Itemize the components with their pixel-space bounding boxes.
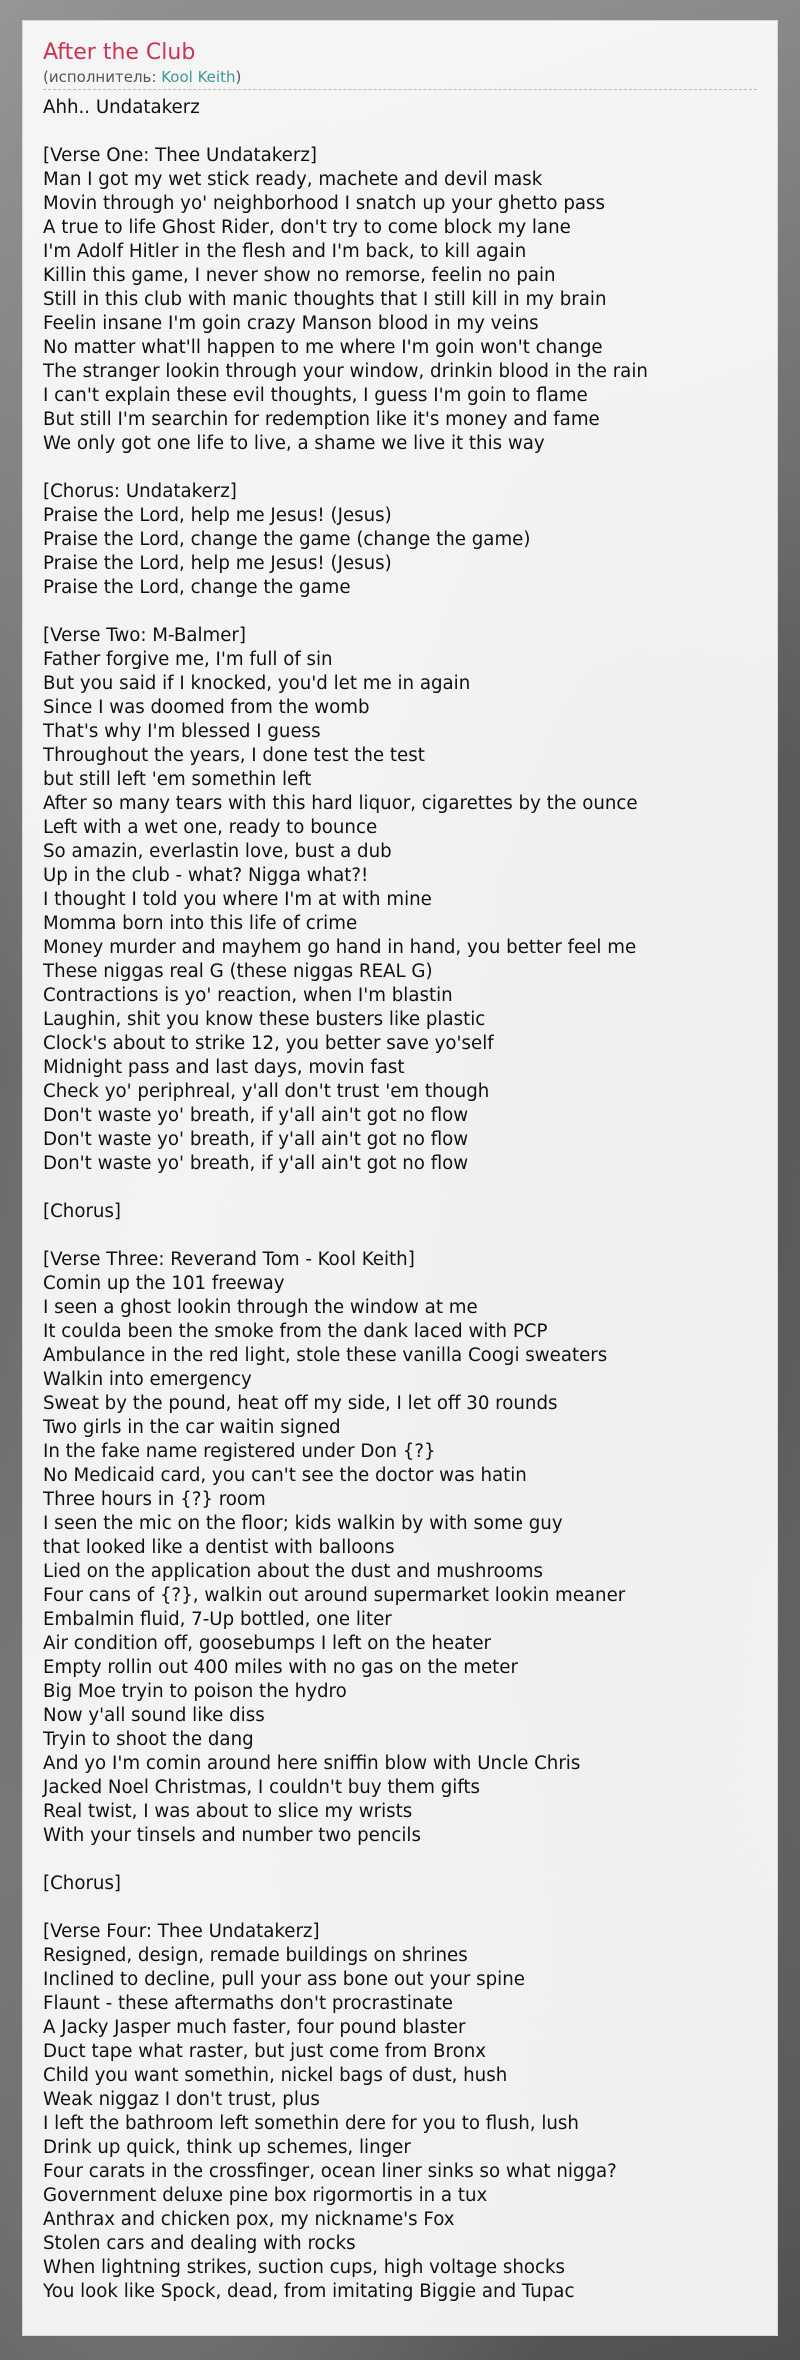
lyric-line: [Verse Two: M-Balmer] bbox=[43, 625, 247, 646]
lyric-line: I thought I told you where I'm at with mine bbox=[43, 889, 432, 910]
lyric-line: that looked like a dentist with balloons bbox=[43, 1537, 395, 1558]
lyric-line: I seen a ghost lookin through the window at me bbox=[43, 1297, 478, 1318]
lyric-line: Check yo' periphreal, y'all don't trust 'em though bbox=[43, 1081, 490, 1102]
stanza-break bbox=[43, 1848, 757, 1872]
lyric-line: Comin up the 101 freeway bbox=[43, 1273, 285, 1294]
lyric-line: Anthrax and chicken pox, my nickname's Fox bbox=[43, 2209, 455, 2230]
lyric-line: but still left 'em somethin left bbox=[43, 769, 312, 790]
lyric-line: Duct tape what raster, but just come from Bronx bbox=[43, 2041, 487, 2062]
lyric-line: [Chorus] bbox=[43, 1201, 122, 1222]
lyric-line: But still I'm searchin for redemption like it's money and fame bbox=[43, 409, 600, 430]
lyric-line: Left with a wet one, ready to bounce bbox=[43, 817, 378, 838]
stanza-break bbox=[43, 120, 757, 144]
lyric-line: Government deluxe pine box rigormortis in a tux bbox=[43, 2185, 488, 2206]
lyric-line: Feelin insane I'm goin crazy Manson blood in my veins bbox=[43, 313, 539, 334]
lyric-line: Real twist, I was about to slice my wrists bbox=[43, 1801, 413, 1822]
lyric-line: Empty rollin out 400 miles with no gas on the meter bbox=[43, 1657, 518, 1678]
lyric-line: But you said if I knocked, you'd let me in again bbox=[43, 673, 471, 694]
lyric-line: Three hours in {?} room bbox=[43, 1489, 266, 1510]
lyric-line: Inclined to decline, pull your ass bone out your spine bbox=[43, 1969, 525, 1990]
lyric-line: Clock's about to strike 12, you better save yo'self bbox=[43, 1033, 494, 1054]
lyrics-body bbox=[43, 96, 757, 2304]
lyric-line: Ambulance in the red light, stole these vanilla Coogi sweaters bbox=[43, 1345, 608, 1366]
lyric-line: Child you want somethin, nickel bags of dust, hush bbox=[43, 2065, 508, 2086]
song-title: After the Club bbox=[43, 40, 196, 65]
lyric-line: I can't explain these evil thoughts, I guess I'm goin to flame bbox=[43, 385, 588, 406]
lyric-line: Don't waste yo' breath, if y'all ain't got no flow bbox=[43, 1105, 469, 1126]
lyric-line: We only got one life to live, a shame we live it this way bbox=[43, 433, 545, 454]
lyric-line: Sweat by the pound, heat off my side, I let off 30 rounds bbox=[43, 1393, 558, 1414]
lyric-line: Up in the club - what? Nigga what?! bbox=[43, 865, 369, 886]
lyric-line: Two girls in the car waitin signed bbox=[43, 1417, 341, 1438]
lyric-line: Weak niggaz I don't trust, plus bbox=[43, 2089, 320, 2110]
lyric-line: Flaunt - these aftermaths don't procrastinate bbox=[43, 1993, 453, 2014]
lyric-line: Praise the Lord, change the game bbox=[43, 577, 351, 598]
lyric-line: Contractions is yo' reaction, when I'm blastin bbox=[43, 985, 453, 1006]
lyric-line: Resigned, design, remade buildings on shrines bbox=[43, 1945, 468, 1966]
lyric-line: Man I got my wet stick ready, machete and devil mask bbox=[43, 169, 543, 190]
lyric-line: The stranger lookin through your window, drinkin blood in the rain bbox=[43, 361, 648, 382]
lyric-line: Embalmin fluid, 7-Up bottled, one liter bbox=[43, 1609, 392, 1630]
lyric-line: I seen the mic on the floor; kids walkin by with some guy bbox=[43, 1513, 563, 1534]
lyric-line: Momma born into this life of crime bbox=[43, 913, 358, 934]
lyric-line: Praise the Lord, change the game (change the game) bbox=[43, 529, 531, 550]
lyric-line: These niggas real G (these niggas REAL G) bbox=[43, 961, 433, 982]
lyric-line: [Verse Three: Reverand Tom - Kool Keith] bbox=[43, 1249, 415, 1270]
lyric-line: Money murder and mayhem go hand in hand, you better feel me bbox=[43, 937, 637, 958]
lyric-line: Drink up quick, think up schemes, linger bbox=[43, 2137, 411, 2158]
stanza-break bbox=[43, 456, 757, 480]
lyric-line: Killin this game, I never show no remorse, feelin no pain bbox=[43, 265, 556, 286]
lyric-line: No matter what'll happen to me where I'm goin won't change bbox=[43, 337, 603, 358]
stanza-break bbox=[43, 1176, 757, 1200]
lyric-line: Four cans of {?}, walkin out around supermarket lookin meaner bbox=[43, 1585, 626, 1606]
lyric-line: [Verse One: Thee Undatakerz] bbox=[43, 145, 317, 166]
lyric-line: When lightning strikes, suction cups, high voltage shocks bbox=[43, 2257, 566, 2278]
lyric-line: With your tinsels and number two pencils bbox=[43, 1825, 421, 1846]
lyric-line: Father forgive me, I'm full of sin bbox=[43, 649, 333, 670]
lyric-line: Now y'all sound like diss bbox=[43, 1705, 265, 1726]
lyric-line: Since I was doomed from the womb bbox=[43, 697, 370, 718]
artist-link[interactable]: Kool Keith bbox=[161, 68, 236, 86]
lyric-line: Don't waste yo' breath, if y'all ain't got no flow bbox=[43, 1129, 469, 1150]
lyric-line: Praise the Lord, help me Jesus! (Jesus) bbox=[43, 505, 392, 526]
stanza-break bbox=[43, 600, 757, 624]
lyric-line: After so many tears with this hard liquor, cigarettes by the ounce bbox=[43, 793, 638, 814]
lyric-line: It coulda been the smoke from the dank laced with PCP bbox=[43, 1321, 548, 1342]
lyric-line: Big Moe tryin to poison the hydro bbox=[43, 1681, 347, 1702]
lyric-line: Praise the Lord, help me Jesus! (Jesus) bbox=[43, 553, 392, 574]
lyric-line: No Medicaid card, you can't see the doctor was hatin bbox=[43, 1465, 527, 1486]
lyric-line: A true to life Ghost Rider, don't try to come block my lane bbox=[43, 217, 571, 238]
stanza-break bbox=[43, 1896, 757, 1920]
performer-line bbox=[43, 67, 757, 90]
lyric-line: And yo I'm comin around here sniffin blow with Uncle Chris bbox=[43, 1753, 581, 1774]
performer-suffix: ) bbox=[235, 68, 242, 86]
lyrics-card bbox=[22, 20, 778, 2336]
lyric-line: You look like Spock, dead, from imitating Biggie and Tupac bbox=[43, 2281, 575, 2302]
lyric-line: [Verse Four: Thee Undatakerz] bbox=[43, 1921, 320, 1942]
lyric-line: Don't waste yo' breath, if y'all ain't got no flow bbox=[43, 1153, 469, 1174]
lyric-line: Tryin to shoot the dang bbox=[43, 1729, 254, 1750]
lyric-line: Jacked Noel Christmas, I couldn't buy them gifts bbox=[43, 1777, 481, 1798]
stanza-break bbox=[43, 1224, 757, 1248]
lyric-line: In the fake name registered under Don {?} bbox=[43, 1441, 436, 1462]
lyric-line: A Jacky Jasper much faster, four pound blaster bbox=[43, 2017, 466, 2038]
lyric-line: That's why I'm blessed I guess bbox=[43, 721, 321, 742]
lyric-line: I'm Adolf Hitler in the flesh and I'm back, to kill again bbox=[43, 241, 527, 262]
performer-prefix: (исполнитель: bbox=[43, 68, 162, 86]
lyric-line: Midnight pass and last days, movin fast bbox=[43, 1057, 405, 1078]
lyric-line: I left the bathroom left somethin dere for you to flush, lush bbox=[43, 2113, 579, 2134]
lyric-line: [Chorus] bbox=[43, 1873, 122, 1894]
lyric-line: Laughin, shit you know these busters like plastic bbox=[43, 1009, 486, 1030]
lyric-line: Movin through yo' neighborhood I snatch up your ghetto pass bbox=[43, 193, 605, 214]
lyric-line: Lied on the application about the dust and mushrooms bbox=[43, 1561, 543, 1582]
lyric-line: So amazin, everlastin love, bust a dub bbox=[43, 841, 392, 862]
lyric-line: Air condition off, goosebumps I left on the heater bbox=[43, 1633, 492, 1654]
lyric-line: Still in this club with manic thoughts that I still kill in my brain bbox=[43, 289, 607, 310]
lyric-line: Four carats in the crossfinger, ocean liner sinks so what nigga? bbox=[43, 2161, 617, 2182]
lyric-line: [Chorus: Undatakerz] bbox=[43, 481, 237, 502]
lyric-line: Stolen cars and dealing with rocks bbox=[43, 2233, 356, 2254]
lyric-line: Walkin into emergency bbox=[43, 1369, 252, 1390]
lyric-line: Throughout the years, I done test the test bbox=[43, 745, 425, 766]
lyric-line: Ahh.. Undatakerz bbox=[43, 97, 200, 118]
